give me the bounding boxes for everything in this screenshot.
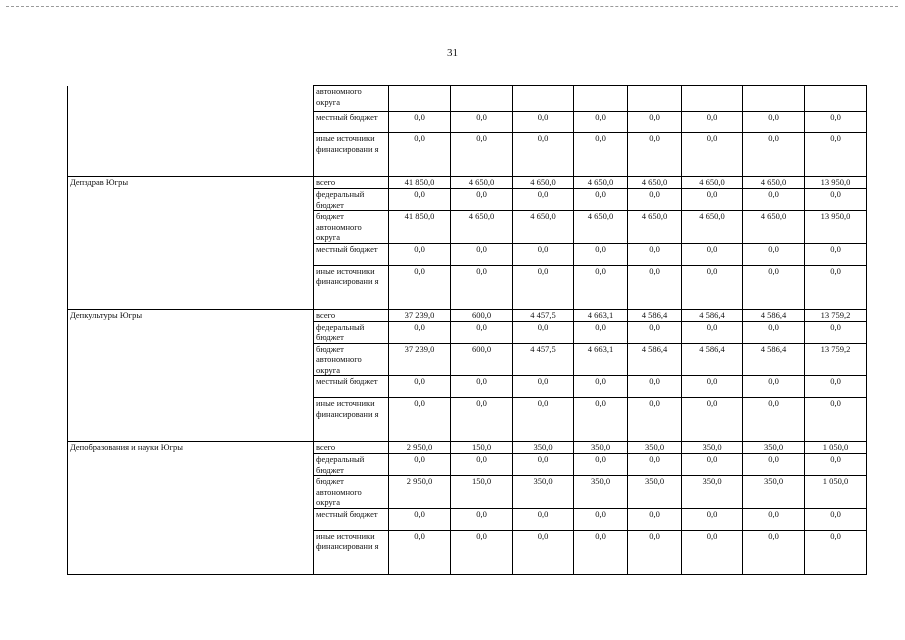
value-cell: 0,0 <box>513 508 574 530</box>
value-cell: 4 650,0 <box>743 211 805 244</box>
value-cell: 0,0 <box>628 112 682 133</box>
value-cell: 0,0 <box>743 398 805 442</box>
source-cell: федеральный бюджет <box>314 321 389 343</box>
value-cell: 0,0 <box>682 376 743 398</box>
value-cell: 0,0 <box>682 454 743 476</box>
value-cell: 0,0 <box>389 321 451 343</box>
value-cell: 0,0 <box>513 243 574 265</box>
source-cell: иные источники финансировани я <box>314 133 389 177</box>
value-cell: 350,0 <box>574 442 628 454</box>
source-cell: бюджет автономного округа <box>314 476 389 509</box>
value-cell: 0,0 <box>389 189 451 211</box>
value-cell: 0,0 <box>513 398 574 442</box>
value-cell: 4 650,0 <box>513 177 574 189</box>
value-cell: 0,0 <box>574 321 628 343</box>
org-cell <box>68 112 314 133</box>
value-cell: 0,0 <box>743 265 805 309</box>
table-row <box>68 343 867 376</box>
org-cell <box>68 189 314 211</box>
org-cell <box>68 86 314 112</box>
org-cell <box>68 476 314 509</box>
value-cell: 0,0 <box>682 321 743 343</box>
table-row <box>68 265 867 309</box>
value-cell: 0,0 <box>389 265 451 309</box>
org-cell <box>68 265 314 309</box>
table-row <box>68 309 867 321</box>
value-cell: 0,0 <box>628 189 682 211</box>
org-cell <box>68 133 314 177</box>
org-cell <box>68 211 314 244</box>
value-cell: 350,0 <box>628 442 682 454</box>
value-cell: 0,0 <box>513 454 574 476</box>
value-cell: 0,0 <box>628 376 682 398</box>
value-cell: 0,0 <box>743 530 805 574</box>
value-cell: 350,0 <box>743 476 805 509</box>
value-cell: 0,0 <box>682 243 743 265</box>
value-cell: 0,0 <box>389 133 451 177</box>
value-cell: 0,0 <box>574 189 628 211</box>
value-cell: 0,0 <box>628 454 682 476</box>
table-row <box>68 376 867 398</box>
value-cell: 0,0 <box>574 376 628 398</box>
value-cell: 0,0 <box>805 321 867 343</box>
value-cell: 0,0 <box>451 133 513 177</box>
value-cell: 0,0 <box>451 265 513 309</box>
value-cell: 600,0 <box>451 309 513 321</box>
org-cell <box>68 508 314 530</box>
table-row <box>68 86 867 112</box>
value-cell: 0,0 <box>451 454 513 476</box>
value-cell: 0,0 <box>574 133 628 177</box>
value-cell <box>805 86 867 112</box>
value-cell: 0,0 <box>682 398 743 442</box>
value-cell: 0,0 <box>743 243 805 265</box>
value-cell: 4 586,4 <box>743 343 805 376</box>
value-cell: 4 650,0 <box>743 177 805 189</box>
value-cell: 2 950,0 <box>389 442 451 454</box>
value-cell: 0,0 <box>805 133 867 177</box>
value-cell: 0,0 <box>805 398 867 442</box>
source-cell: местный бюджет <box>314 243 389 265</box>
value-cell: 0,0 <box>805 112 867 133</box>
org-cell <box>68 343 314 376</box>
value-cell: 4 650,0 <box>574 211 628 244</box>
value-cell <box>574 86 628 112</box>
value-cell: 0,0 <box>628 508 682 530</box>
org-cell <box>68 530 314 574</box>
value-cell: 350,0 <box>574 476 628 509</box>
table-row <box>68 530 867 574</box>
org-cell: Депздрав Югры <box>68 177 314 189</box>
value-cell: 0,0 <box>743 376 805 398</box>
org-cell <box>68 321 314 343</box>
value-cell: 0,0 <box>574 112 628 133</box>
value-cell <box>451 86 513 112</box>
source-cell: бюджет автономного округа <box>314 343 389 376</box>
value-cell: 0,0 <box>451 189 513 211</box>
value-cell: 0,0 <box>805 530 867 574</box>
value-cell: 0,0 <box>574 454 628 476</box>
value-cell: 350,0 <box>682 442 743 454</box>
value-cell: 0,0 <box>389 454 451 476</box>
value-cell: 0,0 <box>682 189 743 211</box>
value-cell: 0,0 <box>682 133 743 177</box>
value-cell: 0,0 <box>389 112 451 133</box>
funding-table <box>67 85 867 575</box>
value-cell: 0,0 <box>805 376 867 398</box>
table-row <box>68 243 867 265</box>
value-cell: 4 650,0 <box>451 211 513 244</box>
value-cell: 0,0 <box>574 243 628 265</box>
value-cell: 0,0 <box>628 530 682 574</box>
value-cell: 0,0 <box>389 398 451 442</box>
value-cell: 4 650,0 <box>574 177 628 189</box>
value-cell: 0,0 <box>682 265 743 309</box>
value-cell <box>389 86 451 112</box>
table-row <box>68 454 867 476</box>
value-cell: 0,0 <box>389 530 451 574</box>
value-cell: 0,0 <box>513 321 574 343</box>
value-cell: 0,0 <box>805 243 867 265</box>
page-top-border <box>6 6 898 7</box>
value-cell: 350,0 <box>628 476 682 509</box>
value-cell: 0,0 <box>628 398 682 442</box>
value-cell: 4 586,4 <box>628 343 682 376</box>
value-cell: 4 663,1 <box>574 343 628 376</box>
value-cell: 350,0 <box>513 442 574 454</box>
value-cell: 4 586,4 <box>743 309 805 321</box>
value-cell: 0,0 <box>743 112 805 133</box>
value-cell: 4 650,0 <box>451 177 513 189</box>
value-cell: 4 650,0 <box>682 177 743 189</box>
value-cell <box>513 86 574 112</box>
value-cell: 0,0 <box>743 189 805 211</box>
value-cell: 13 950,0 <box>805 211 867 244</box>
value-cell: 0,0 <box>743 321 805 343</box>
value-cell: 13 759,2 <box>805 343 867 376</box>
value-cell: 0,0 <box>628 265 682 309</box>
source-cell: всего <box>314 177 389 189</box>
value-cell: 41 850,0 <box>389 211 451 244</box>
source-cell: местный бюджет <box>314 508 389 530</box>
value-cell: 0,0 <box>451 112 513 133</box>
source-cell: иные источники финансировани я <box>314 398 389 442</box>
value-cell: 0,0 <box>574 398 628 442</box>
value-cell: 0,0 <box>682 112 743 133</box>
value-cell: 4 650,0 <box>513 211 574 244</box>
value-cell: 1 050,0 <box>805 442 867 454</box>
value-cell: 0,0 <box>743 508 805 530</box>
value-cell: 0,0 <box>628 321 682 343</box>
value-cell: 0,0 <box>628 243 682 265</box>
value-cell <box>628 86 682 112</box>
value-cell: 37 239,0 <box>389 309 451 321</box>
value-cell: 41 850,0 <box>389 177 451 189</box>
value-cell: 4 586,4 <box>628 309 682 321</box>
value-cell: 4 663,1 <box>574 309 628 321</box>
value-cell: 4 586,4 <box>682 343 743 376</box>
value-cell: 0,0 <box>574 265 628 309</box>
source-cell: бюджет автономного округа <box>314 211 389 244</box>
value-cell: 4 650,0 <box>682 211 743 244</box>
org-cell: Депобразования и науки Югры <box>68 442 314 454</box>
value-cell: 350,0 <box>682 476 743 509</box>
table-row <box>68 321 867 343</box>
value-cell: 0,0 <box>513 189 574 211</box>
value-cell: 150,0 <box>451 476 513 509</box>
page-number: 31 <box>447 47 458 59</box>
value-cell: 0,0 <box>513 112 574 133</box>
value-cell: 4 650,0 <box>628 211 682 244</box>
value-cell: 0,0 <box>451 321 513 343</box>
table-row <box>68 211 867 244</box>
value-cell: 0,0 <box>682 530 743 574</box>
value-cell: 0,0 <box>682 508 743 530</box>
value-cell: 37 239,0 <box>389 343 451 376</box>
table-row <box>68 133 867 177</box>
value-cell: 350,0 <box>743 442 805 454</box>
value-cell <box>743 86 805 112</box>
source-cell: федеральный бюджет <box>314 454 389 476</box>
value-cell: 0,0 <box>805 508 867 530</box>
value-cell: 0,0 <box>389 508 451 530</box>
org-cell <box>68 454 314 476</box>
table-body <box>68 86 867 575</box>
value-cell: 0,0 <box>805 265 867 309</box>
value-cell: 0,0 <box>451 530 513 574</box>
table-row <box>68 398 867 442</box>
org-cell <box>68 398 314 442</box>
value-cell: 4 457,5 <box>513 309 574 321</box>
value-cell: 0,0 <box>805 189 867 211</box>
value-cell: 4 457,5 <box>513 343 574 376</box>
source-cell: автономного округа <box>314 86 389 112</box>
value-cell: 0,0 <box>513 133 574 177</box>
value-cell: 0,0 <box>513 530 574 574</box>
org-cell <box>68 376 314 398</box>
source-cell: местный бюджет <box>314 112 389 133</box>
value-cell: 0,0 <box>389 376 451 398</box>
value-cell: 0,0 <box>451 398 513 442</box>
value-cell: 0,0 <box>574 508 628 530</box>
value-cell: 4 650,0 <box>628 177 682 189</box>
table-row <box>68 508 867 530</box>
value-cell: 0,0 <box>513 376 574 398</box>
source-cell: всего <box>314 309 389 321</box>
value-cell: 600,0 <box>451 343 513 376</box>
value-cell: 150,0 <box>451 442 513 454</box>
source-cell: федеральный бюджет <box>314 189 389 211</box>
source-cell: всего <box>314 442 389 454</box>
value-cell: 0,0 <box>805 454 867 476</box>
value-cell: 0,0 <box>451 243 513 265</box>
value-cell: 4 586,4 <box>682 309 743 321</box>
value-cell: 0,0 <box>574 530 628 574</box>
value-cell: 13 759,2 <box>805 309 867 321</box>
value-cell: 1 050,0 <box>805 476 867 509</box>
value-cell: 2 950,0 <box>389 476 451 509</box>
value-cell: 13 950,0 <box>805 177 867 189</box>
source-cell: иные источники финансировани я <box>314 265 389 309</box>
value-cell <box>682 86 743 112</box>
value-cell: 0,0 <box>743 454 805 476</box>
org-cell: Депкультуры Югры <box>68 309 314 321</box>
table-row <box>68 442 867 454</box>
value-cell: 0,0 <box>389 243 451 265</box>
value-cell: 0,0 <box>628 133 682 177</box>
value-cell: 0,0 <box>451 376 513 398</box>
table-row <box>68 177 867 189</box>
source-cell: местный бюджет <box>314 376 389 398</box>
table-row <box>68 112 867 133</box>
table-row <box>68 189 867 211</box>
value-cell: 0,0 <box>513 265 574 309</box>
value-cell: 0,0 <box>743 133 805 177</box>
value-cell: 350,0 <box>513 476 574 509</box>
org-cell <box>68 243 314 265</box>
table-row <box>68 476 867 509</box>
source-cell: иные источники финансировани я <box>314 530 389 574</box>
value-cell: 0,0 <box>451 508 513 530</box>
